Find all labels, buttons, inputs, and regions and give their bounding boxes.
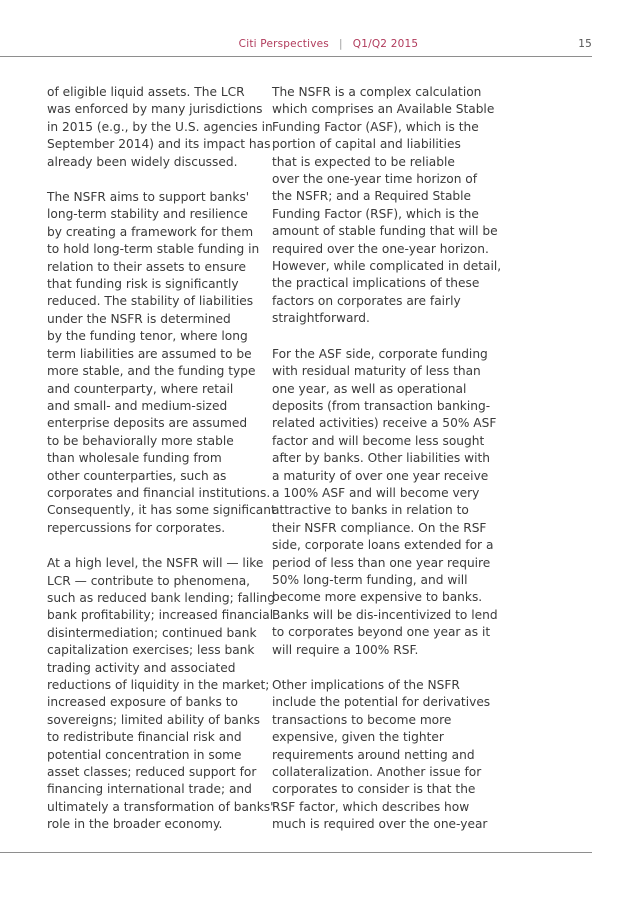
text-line: Funding Factor (ASF), which is the <box>272 119 479 134</box>
text-line: related activities) receive a 50% ASF <box>272 416 497 431</box>
text-line: with residual maturity of less than <box>272 364 481 379</box>
text-line: expensive, given the tighter <box>272 730 444 745</box>
text-line: RSF factor, which describes how <box>272 799 470 814</box>
text-line: Consequently, it has some significant <box>47 503 276 518</box>
paragraph <box>47 189 276 537</box>
text-line: potential concentration in some <box>47 747 242 762</box>
paragraph <box>272 84 502 328</box>
text-line: become more expensive to banks. <box>272 590 483 605</box>
text-line: LCR — contribute to phenomena, <box>47 573 251 588</box>
text-line: to hold long-term stable funding in <box>47 242 260 257</box>
text-line: include the potential for derivatives <box>272 695 491 710</box>
paragraph <box>272 677 491 834</box>
text-line: already been widely discussed. <box>47 154 238 169</box>
text-line: The NSFR aims to support banks' <box>47 190 250 205</box>
text-line: a 100% ASF and will become very <box>272 485 480 500</box>
publication-title: Citi Perspectives <box>238 38 329 50</box>
text-line: was enforced by many jurisdictions <box>47 102 263 117</box>
text-line: much is required over the one-year <box>272 817 488 832</box>
text-line: term liabilities are assumed to be <box>47 346 252 361</box>
text-line: other counterparties, such as <box>47 468 227 483</box>
header-separator: | <box>338 38 343 50</box>
text-line: corporates to consider is that the <box>272 782 476 797</box>
text-line: role in the broader economy. <box>47 817 223 832</box>
text-line: factors on corporates are fairly <box>272 293 461 308</box>
text-line: the NSFR; and a Required Stable <box>272 189 472 204</box>
text-line: factor and will become less sought <box>272 433 485 448</box>
text-line: to corporates beyond one year as it <box>272 625 491 640</box>
text-line: requirements around netting and <box>272 747 475 762</box>
text-line: September 2014) and its impact has <box>47 137 271 152</box>
text-column-right <box>272 84 502 852</box>
text-line: a maturity of over one year receive <box>272 468 489 483</box>
text-line: required over the one-year horizon. <box>272 241 489 256</box>
text-line: relation to their assets to ensure <box>47 259 247 274</box>
text-column-left <box>47 84 276 852</box>
text-line: straightforward. <box>272 311 370 326</box>
text-line: sovereigns; limited ability of banks <box>47 712 261 727</box>
paragraph <box>47 555 275 834</box>
text-line: by the funding tenor, where long <box>47 329 248 344</box>
text-line: 50% long-term funding, and will <box>272 572 468 587</box>
text-line: than wholesale funding from <box>47 451 222 466</box>
text-line: repercussions for corporates. <box>47 520 226 535</box>
text-line: and counterparty, where retail <box>47 381 234 396</box>
text-line: Funding Factor (RSF), which is the <box>272 206 479 221</box>
paragraph <box>47 84 273 171</box>
text-line: period of less than one year require <box>272 555 491 570</box>
text-line: portion of capital and liabilities <box>272 137 461 152</box>
text-line: one year, as well as operational <box>272 381 467 396</box>
text-line: trading activity and associated <box>47 660 236 675</box>
text-line: deposits (from transaction banking- <box>272 398 491 413</box>
text-line: However, while complicated in detail, <box>272 259 502 274</box>
text-line: under the NSFR is determined <box>47 311 231 326</box>
text-line: asset classes; reduced support for <box>47 765 257 780</box>
text-line: that funding risk is significantly <box>47 277 239 292</box>
footer-divider <box>0 852 592 853</box>
text-line: and small- and medium-sized <box>47 398 228 413</box>
text-line: disintermediation; continued bank <box>47 625 257 640</box>
text-line: their NSFR compliance. On the RSF <box>272 520 487 535</box>
text-line: which comprises an Available Stable <box>272 102 495 117</box>
text-line: attractive to banks in relation to <box>272 503 469 518</box>
text-line: reductions of liquidity in the market; <box>47 678 270 692</box>
text-line: corporates and financial institutions. <box>47 485 271 500</box>
text-line: will require a 100% RSF. <box>272 642 419 657</box>
text-line: to redistribute financial risk and <box>47 730 242 745</box>
text-line: of eligible liquid assets. The LCR <box>47 85 245 99</box>
text-line: reduced. The stability of liabilities <box>47 294 254 309</box>
text-line: long-term stability and resilience <box>47 207 248 222</box>
text-line: the practical implications of these <box>272 276 480 291</box>
text-line: For the ASF side, corporate funding <box>272 346 488 361</box>
text-line: The NSFR is a complex calculation <box>272 85 482 99</box>
text-line: over the one-year time horizon of <box>272 172 478 187</box>
text-line: after by banks. Other liabilities with <box>272 451 490 466</box>
header-divider <box>0 56 592 57</box>
text-line: increased exposure of banks to <box>47 695 238 710</box>
text-line: more stable, and the funding type <box>47 364 256 379</box>
text-line: Other implications of the NSFR <box>272 678 460 692</box>
page-header <box>0 0 640 58</box>
text-line: that is expected to be reliable <box>272 154 455 169</box>
text-line: side, corporate loans extended for a <box>272 538 494 553</box>
publication-period: Q1/Q2 2015 <box>352 38 419 50</box>
text-line: bank profitability; increased financial <box>47 608 274 623</box>
running-header <box>239 38 592 50</box>
text-line: financing international trade; and <box>47 782 252 797</box>
text-line: by creating a framework for them <box>47 224 254 239</box>
text-line: transactions to become more <box>272 712 452 727</box>
text-line: in 2015 (e.g., by the U.S. agencies in <box>47 119 273 134</box>
text-line: amount of stable funding that will be <box>272 224 498 239</box>
text-line: such as reduced bank lending; falling <box>47 590 275 605</box>
text-line: ultimately a transformation of banks' <box>47 799 274 814</box>
text-line: At a high level, the NSFR will — like <box>47 556 264 571</box>
text-line: to be behaviorally more stable <box>47 433 234 448</box>
paragraph <box>272 346 498 659</box>
text-line: Banks will be dis-incentivized to lend <box>272 607 498 622</box>
text-line: collateralization. Another issue for <box>272 765 482 780</box>
text-line: enterprise deposits are assumed <box>47 416 248 431</box>
text-line: capitalization exercises; less bank <box>47 643 255 658</box>
page-number: 15 <box>578 38 592 50</box>
